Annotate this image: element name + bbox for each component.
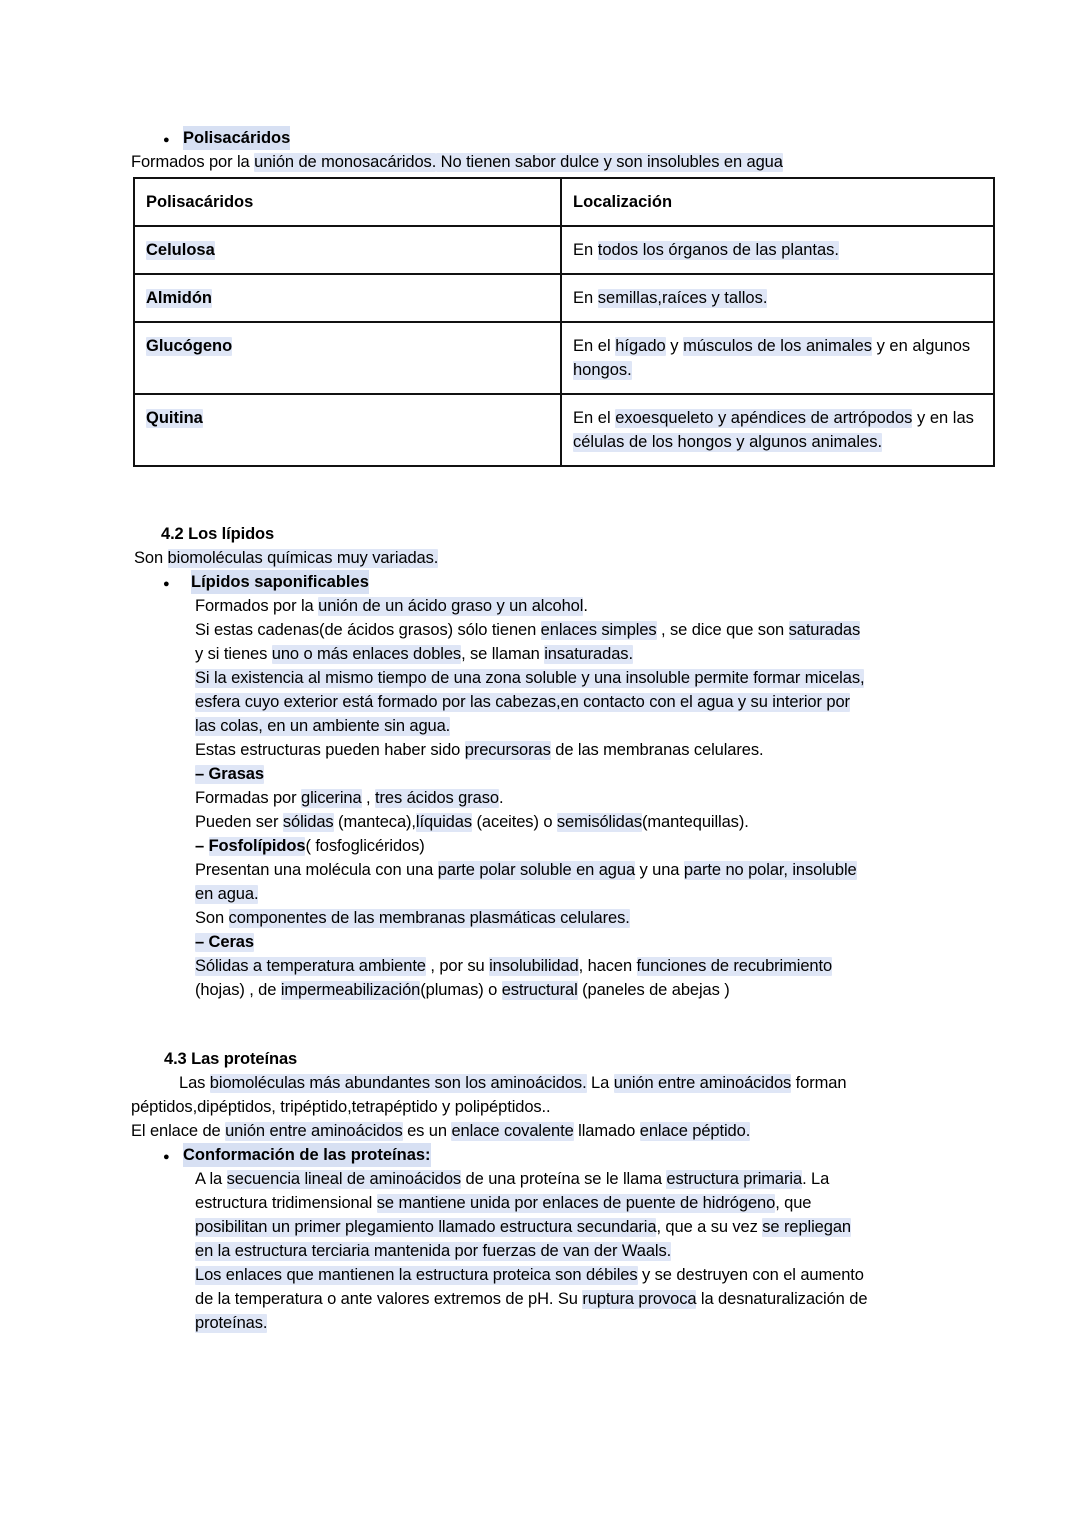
grasas-segment: (aceites) o bbox=[471, 813, 557, 831]
conformacion-line bbox=[195, 1263, 965, 1287]
lipidos-segment: Formados por la bbox=[195, 597, 319, 615]
lipidos-segment: y si tienes bbox=[195, 645, 272, 663]
subheading-fosfolipidos-label: Fosfolípidos bbox=[208, 837, 306, 855]
dash-prefix: – bbox=[195, 837, 209, 855]
polisacaridos-intro bbox=[131, 150, 991, 174]
fosfolipidos-line bbox=[195, 906, 955, 930]
grasas-line bbox=[195, 810, 955, 834]
lipidos-segment: Si la existencia al mismo tiempo de una zona soluble y una insoluble permite formar micelas, bbox=[195, 669, 865, 687]
lipidos-segment: saturadas bbox=[788, 621, 861, 639]
conformacion-line bbox=[195, 1239, 965, 1263]
conformacion-segment: se repliegan bbox=[762, 1218, 851, 1236]
conformacion-body bbox=[195, 1167, 965, 1335]
lipidos-segment: precursoras bbox=[464, 741, 551, 759]
cell-name-glucogeno bbox=[134, 322, 561, 394]
cell-name-almidon bbox=[134, 274, 561, 322]
fosfolipidos-segment: y una bbox=[635, 861, 684, 879]
polisacaridos-table bbox=[133, 177, 995, 467]
fosfolipidos-segment: parte polar soluble en agua bbox=[437, 861, 636, 879]
grasas-segment: glicerina bbox=[301, 789, 362, 807]
ceras-segment: (plumas) o bbox=[420, 981, 502, 999]
grasas-segment: . bbox=[498, 789, 504, 807]
conformacion-segment: posibilitan un primer plegamiento llamado estructura secundaria bbox=[195, 1218, 657, 1236]
fosfolipidos-segment: componentes de las membranas plasmáticas celulares. bbox=[228, 909, 630, 927]
proteinas-intro-segment: El enlace de bbox=[131, 1122, 226, 1140]
lipidos-line bbox=[195, 690, 955, 714]
subheading-fosfolipidos-suffix: ( fosfoglicéridos) bbox=[305, 837, 425, 855]
conformacion-segment: A la bbox=[195, 1170, 227, 1188]
ceras-line bbox=[195, 978, 955, 1002]
lipidos-line bbox=[195, 594, 955, 618]
grasas-segment: semisólidas bbox=[556, 813, 642, 831]
fosfolipidos-segment: Presentan una molécula con una bbox=[195, 861, 438, 879]
grasas-line bbox=[195, 786, 955, 810]
lipidos-line bbox=[195, 642, 955, 666]
ceras-segment: (hojas) , de bbox=[195, 981, 281, 999]
proteinas-intro-segment: es un bbox=[402, 1122, 452, 1140]
ceras-segment: estructural bbox=[501, 981, 578, 999]
lipidos-intro-hl: biomoléculas químicas muy variadas. bbox=[167, 549, 439, 567]
subheading-grasas bbox=[195, 762, 264, 786]
proteinas-intro-line bbox=[131, 1071, 991, 1095]
conformacion-segment: secuencia lineal de aminoácidos bbox=[226, 1170, 462, 1188]
bullet-lipidos-saponificables bbox=[163, 570, 663, 596]
conformacion-line bbox=[195, 1215, 965, 1239]
subheading-fosfolipidos bbox=[195, 834, 425, 858]
table-header-polisacaridos: Polisacáridos bbox=[134, 178, 561, 226]
table-row bbox=[134, 274, 994, 322]
cell-loc-hl2: células de los hongos y algunos animales. bbox=[573, 433, 883, 451]
proteinas-intro bbox=[131, 1071, 991, 1143]
grasas-segment: Pueden ser bbox=[195, 813, 283, 831]
conformacion-line bbox=[195, 1191, 965, 1215]
lipidos-intro bbox=[134, 546, 994, 570]
conformacion-segment: en la estructura terciaria mantenida por fuerzas de van der Waals. bbox=[195, 1242, 672, 1260]
lipidos-line bbox=[195, 738, 955, 762]
proteinas-intro-segment: forman bbox=[791, 1074, 847, 1092]
conformacion-segment: estructura primaria bbox=[666, 1170, 803, 1188]
ceras-segment: , por su bbox=[425, 957, 490, 975]
conformacion-line bbox=[195, 1167, 965, 1191]
conformacion-segment: estructura tridimensional bbox=[195, 1194, 377, 1212]
proteinas-intro-segment: unión entre aminoácidos bbox=[613, 1074, 792, 1092]
lipidos-segment: unión de un ácido graso y un alcohol bbox=[318, 597, 584, 615]
cell-location-celulosa bbox=[561, 226, 994, 274]
cell-loc-hl3: hongos. bbox=[573, 361, 632, 379]
lipidos-line bbox=[195, 714, 955, 738]
lipidos-line bbox=[195, 666, 955, 690]
conformacion-segment: proteínas. bbox=[195, 1314, 268, 1332]
cell-location-quitina bbox=[561, 394, 994, 466]
cell-loc-pre: En el bbox=[573, 409, 616, 427]
cell-loc-mid: y bbox=[665, 337, 684, 355]
cell-loc-pre: En el bbox=[573, 337, 616, 355]
table-header-row bbox=[134, 178, 994, 226]
subheading-grasas-label: – Grasas bbox=[195, 765, 264, 783]
bullet-polisacaridos bbox=[163, 126, 663, 152]
cell-location-glucogeno bbox=[561, 322, 994, 394]
ceras-body bbox=[195, 954, 955, 1002]
cell-loc-hl: semillas,raíces y tallos. bbox=[597, 289, 768, 307]
conformacion-segment: Los enlaces que mantienen la estructura proteica son débiles bbox=[195, 1266, 638, 1284]
ceras-segment: Sólidas a temperatura ambiente bbox=[195, 957, 426, 975]
lipidos-segment: . bbox=[583, 597, 588, 615]
lipidos-segment: esfera cuyo exterior está formado por las cabezas,en contacto con el agua y su interior por bbox=[195, 693, 850, 711]
bullet-lipidos-saponificables-label: Lípidos saponificables bbox=[191, 570, 369, 594]
proteinas-intro-segment: enlace péptido. bbox=[639, 1122, 751, 1140]
conformacion-line bbox=[195, 1287, 965, 1311]
proteinas-intro-segment: biomoléculas más abundantes son los aminoácidos. bbox=[209, 1074, 587, 1092]
cell-name-text: Quitina bbox=[146, 409, 203, 427]
cell-name-quitina bbox=[134, 394, 561, 466]
subheading-ceras bbox=[195, 930, 254, 954]
table-header-localizacion: Localización bbox=[561, 178, 994, 226]
bullet-icon bbox=[163, 1144, 183, 1169]
ceras-segment: insolubilidad bbox=[489, 957, 579, 975]
conformacion-segment: , que bbox=[775, 1194, 812, 1212]
lipidos-segment: uno o más enlaces dobles bbox=[271, 645, 462, 663]
lipidos-segment: Estas estructuras pueden haber sido bbox=[195, 741, 465, 759]
conformacion-segment: la desnaturalización de bbox=[696, 1290, 868, 1308]
lipidos-segment: , se llaman bbox=[461, 645, 545, 663]
lipidos-line bbox=[195, 618, 955, 642]
subheading-ceras-label: – Ceras bbox=[195, 933, 254, 951]
lipidos-segment: las colas, en un ambiente sin agua. bbox=[195, 717, 451, 735]
intro-text-highlight: unión de monosacáridos. bbox=[254, 153, 437, 171]
lipidos-segment: , se dice que son bbox=[656, 621, 789, 639]
grasas-body bbox=[195, 786, 955, 834]
conformacion-line bbox=[195, 1311, 965, 1335]
lipidos-saponificables-body bbox=[195, 594, 955, 762]
bullet-icon bbox=[163, 127, 183, 152]
cell-loc-hl: todos los órganos de las plantas. bbox=[597, 241, 840, 259]
cell-loc-mid: y en las bbox=[912, 409, 974, 427]
proteinas-intro-line bbox=[131, 1095, 991, 1119]
conformacion-segment: de la temperatura o ante valores extremos de pH. Su bbox=[195, 1290, 583, 1308]
ceras-segment: , hacen bbox=[578, 957, 637, 975]
proteinas-intro-segment: enlace covalente bbox=[451, 1122, 574, 1140]
proteinas-intro-segment: Las bbox=[179, 1074, 210, 1092]
cell-loc-hl2: músculos de los animales bbox=[683, 337, 873, 355]
intro-text-pre: Formados por la bbox=[131, 153, 255, 171]
ceras-segment: (paneles de abejas ) bbox=[577, 981, 730, 999]
grasas-segment: sólidas bbox=[282, 813, 334, 831]
bullet-conformacion-label: Conformación de las proteínas: bbox=[183, 1143, 431, 1167]
cell-loc-post: y en algunos bbox=[872, 337, 971, 355]
intro-text-post: No tienen sabor dulce y son insolubles en agua bbox=[436, 153, 783, 171]
lipidos-segment: de las membranas celulares. bbox=[550, 741, 764, 759]
conformacion-segment: se mantiene unida por enlaces de puente de hidrógeno bbox=[376, 1194, 776, 1212]
bullet-polisacaridos-label: Polisacáridos bbox=[183, 126, 290, 150]
grasas-segment: (manteca), bbox=[333, 813, 416, 831]
proteinas-intro-segment: unión entre aminoácidos bbox=[225, 1122, 403, 1140]
lipidos-segment: enlaces simples bbox=[540, 621, 657, 639]
cell-loc-hl: exoesqueleto y apéndices de artrópodos bbox=[615, 409, 913, 427]
heading-lipidos: 4.2 Los lípidos bbox=[161, 525, 275, 543]
grasas-segment: tres ácidos graso bbox=[375, 789, 499, 807]
fosfolipidos-line bbox=[195, 882, 955, 906]
table-row bbox=[134, 226, 994, 274]
fosfolipidos-segment: en agua. bbox=[195, 885, 259, 903]
bullet-conformacion bbox=[163, 1143, 763, 1169]
fosfolipidos-line bbox=[195, 858, 955, 882]
lipidos-intro-pre: Son bbox=[134, 549, 168, 567]
grasas-segment: líquidas bbox=[415, 813, 472, 831]
lipidos-segment: insaturadas. bbox=[544, 645, 633, 663]
cell-loc-pre: En bbox=[573, 241, 598, 259]
fosfolipidos-segment: Son bbox=[195, 909, 229, 927]
cell-location-almidon bbox=[561, 274, 994, 322]
cell-name-text: Celulosa bbox=[146, 241, 215, 259]
fosfolipidos-segment: parte no polar, insoluble bbox=[683, 861, 857, 879]
table-row bbox=[134, 322, 994, 394]
grasas-segment: Formadas por bbox=[195, 789, 301, 807]
ceras-segment: funciones de recubrimiento bbox=[636, 957, 833, 975]
heading-proteinas: 4.3 Las proteínas bbox=[164, 1050, 298, 1068]
ceras-line bbox=[195, 954, 955, 978]
cell-loc-pre: En bbox=[573, 289, 598, 307]
cell-name-celulosa bbox=[134, 226, 561, 274]
ceras-segment: impermeabilización bbox=[280, 981, 421, 999]
cell-name-text: Almidón bbox=[146, 289, 212, 307]
proteinas-intro-line bbox=[131, 1119, 991, 1143]
bullet-icon bbox=[163, 571, 183, 596]
lipidos-segment: Si estas cadenas(de ácidos grasos) sólo tienen bbox=[195, 621, 541, 639]
conformacion-segment: de una proteína se le llama bbox=[461, 1170, 667, 1188]
fosfolipidos-body bbox=[195, 858, 955, 930]
grasas-segment: , bbox=[361, 789, 376, 807]
conformacion-segment: ruptura provoca bbox=[582, 1290, 697, 1308]
conformacion-segment: y se destruyen con el aumento bbox=[637, 1266, 864, 1284]
proteinas-intro-segment: péptidos,dipéptidos, tripéptido,tetrapéptido y polipéptidos.. bbox=[131, 1098, 551, 1116]
grasas-segment: (mantequillas). bbox=[642, 813, 749, 831]
proteinas-intro-segment: La bbox=[586, 1074, 614, 1092]
cell-name-text: Glucógeno bbox=[146, 337, 233, 355]
conformacion-segment: , que a su vez bbox=[656, 1218, 763, 1236]
cell-loc-hl: hígado bbox=[615, 337, 666, 355]
table-row bbox=[134, 394, 994, 466]
conformacion-segment: . La bbox=[802, 1170, 830, 1188]
proteinas-intro-segment: llamado bbox=[573, 1122, 640, 1140]
